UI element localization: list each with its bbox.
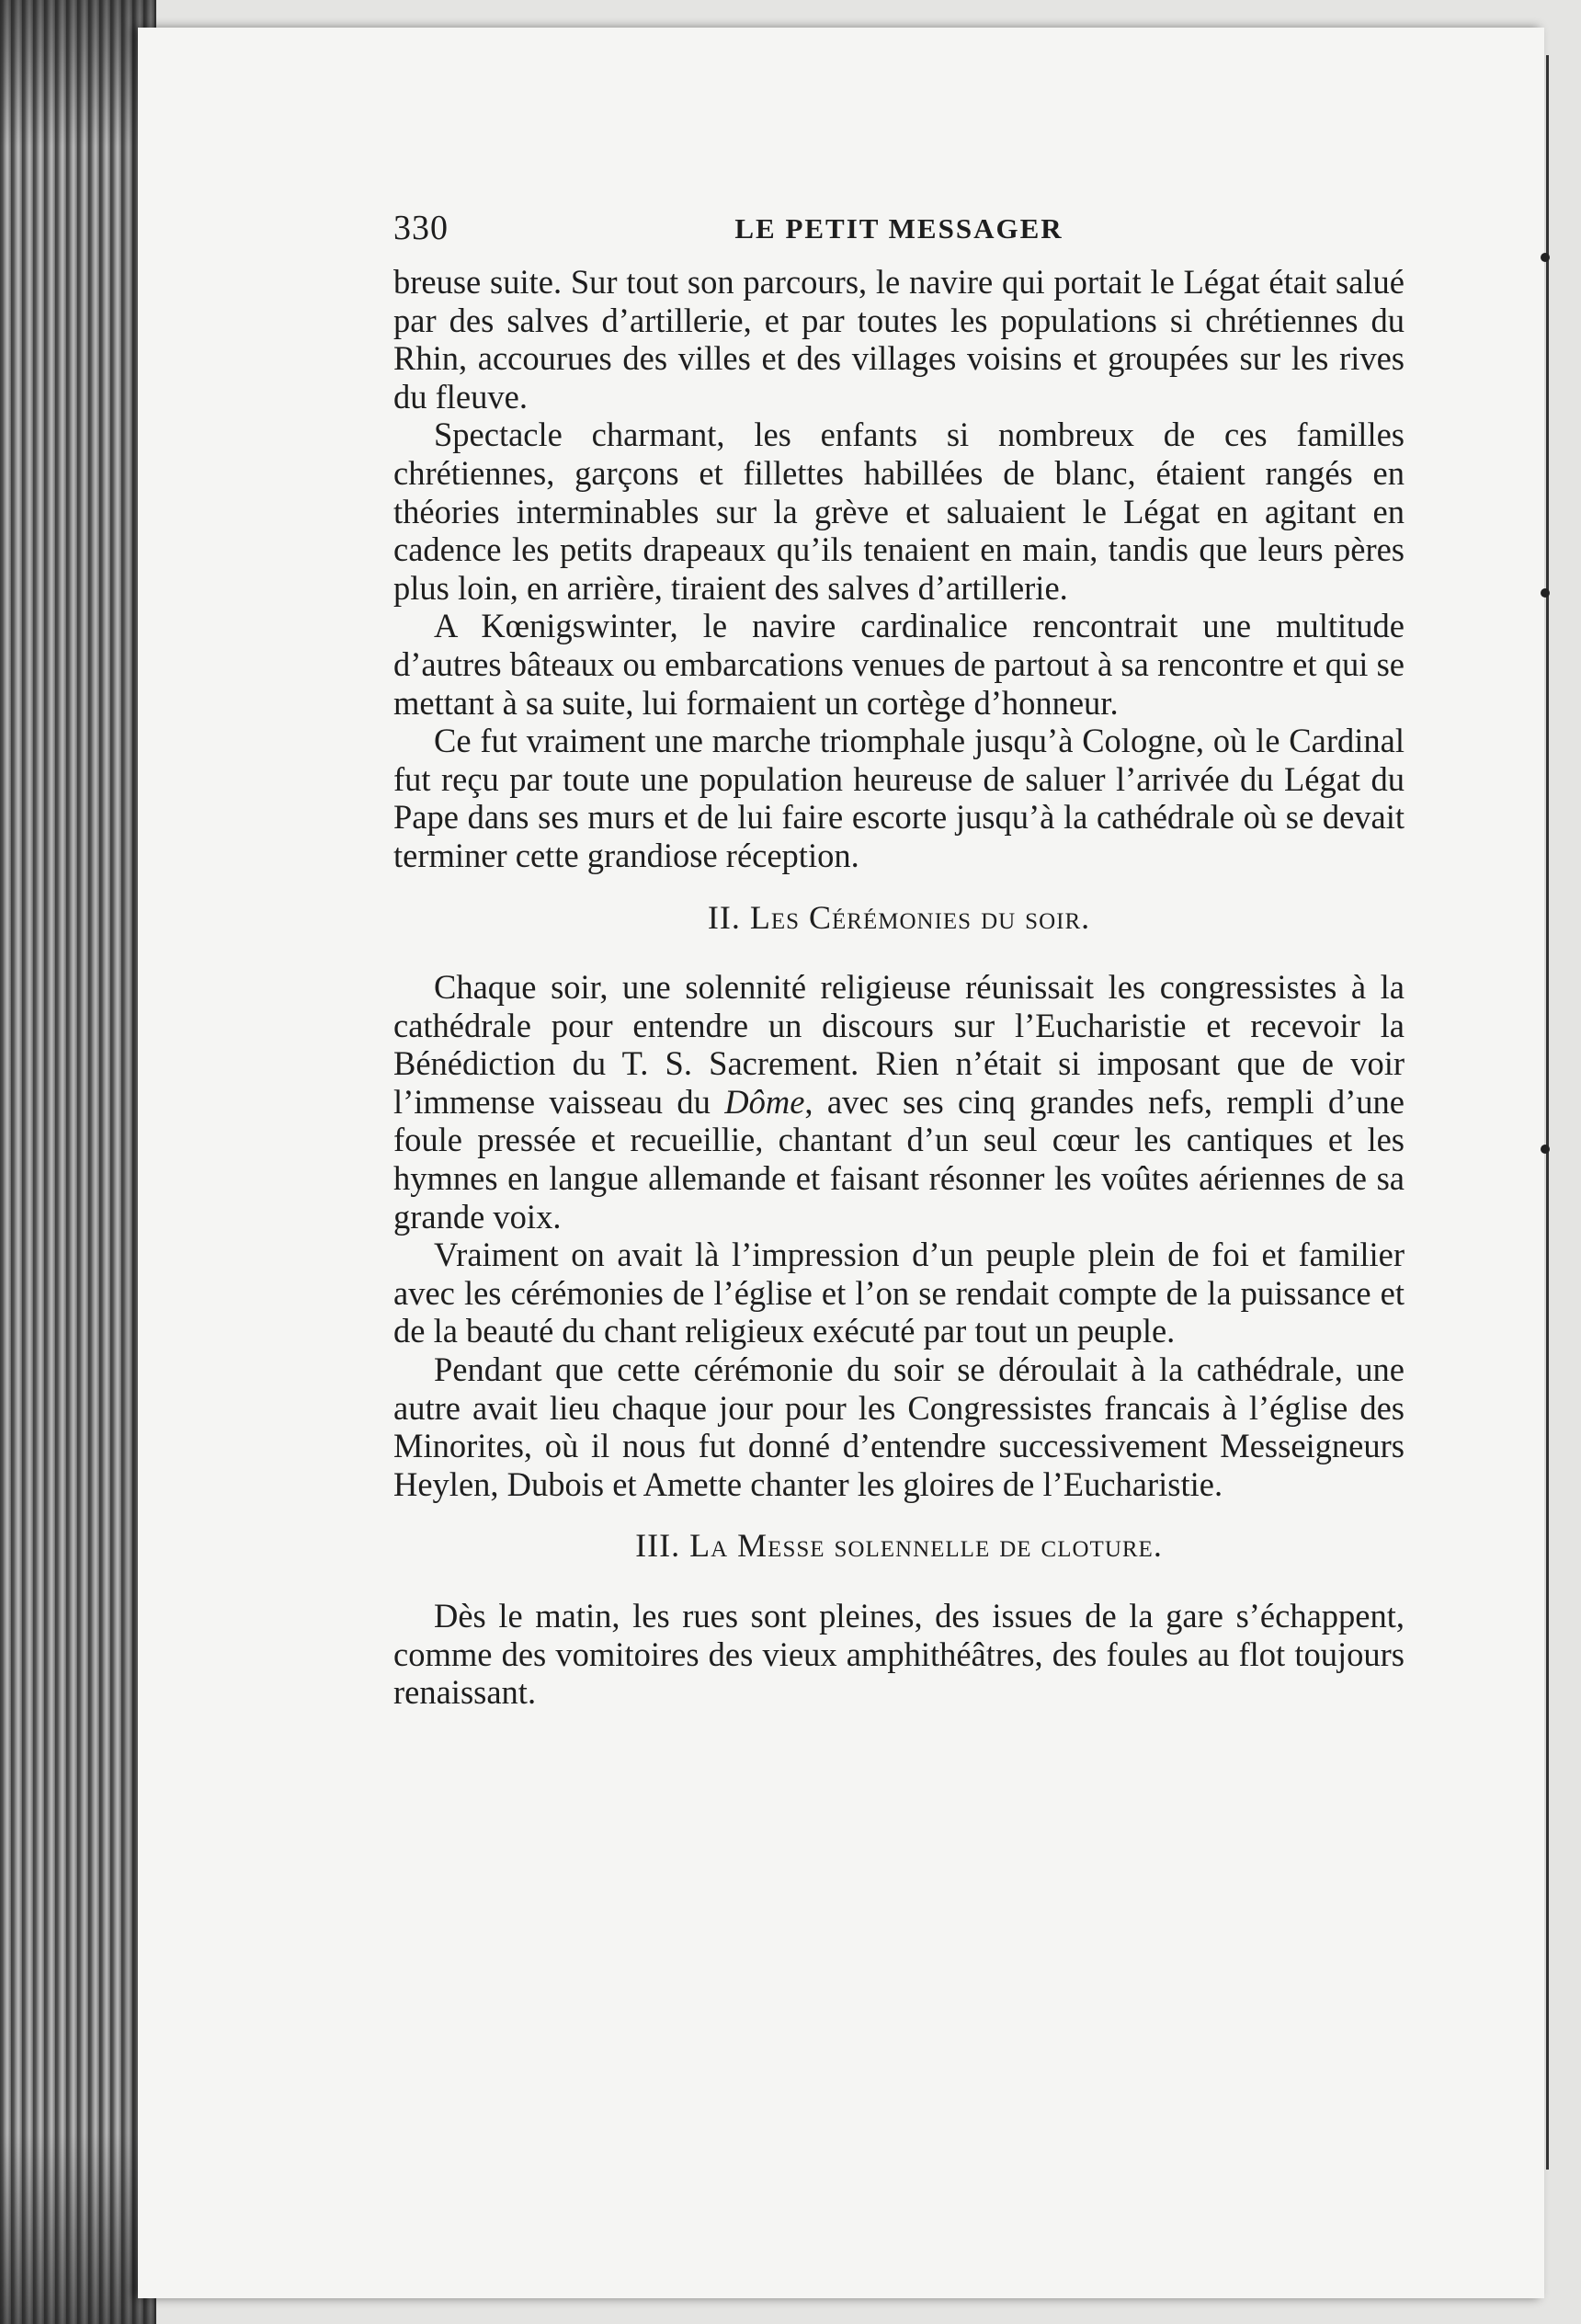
- running-title: LE PETIT MESSAGER: [734, 212, 1063, 245]
- section-heading: II. Les Cérémonies du soir.: [707, 898, 1091, 936]
- margin-mark: [1541, 253, 1550, 262]
- paragraph: Pendant que cette cérémonie du soir se déroulait à la cathédrale, une autre avait lieu chaque jour pour les Congressistes francais à l’église des Minorites, où il nous fut donné d’entendre successivement Messeigneurs Heylen, Dubois et Amette chanter les gloires de l’Eucharistie.: [393, 1350, 1405, 1503]
- running-head: [393, 210, 1405, 256]
- paragraph: [393, 968, 1405, 1236]
- paragraph-text: , avec ses cinq grandes nefs, rempli d’une foule pressée et recueillie, chantant d’un seul cœur les cantiques et les hymnes en langue allemande et faisant résonner les voûtes aériennes de sa grande voix.: [393, 1082, 1405, 1236]
- italic-word: Dôme: [724, 1082, 805, 1121]
- paragraph-text: Chaque soir, une solennité religieuse réunissait les congressistes à la cathédrale pour entendre un discours sur l’Eucharistie et recevoir la Bénédiction du T. S. Sacrement. Rien n’était si imposant que de voir l’immense vaisseau du: [393, 968, 1405, 1121]
- section-heading: III. La Messe solennelle de cloture.: [635, 1527, 1163, 1565]
- paragraph: A Kœnigswinter, le navire cardinalice rencontrait une multitude d’autres bâteaux ou embarcations venues de partout à sa rencontre et qui se mettant à sa suite, lui formaient un cortège d’honneur.: [393, 607, 1405, 722]
- margin-mark: [1541, 588, 1550, 598]
- edge-shadow: [0, 0, 156, 2324]
- paragraph: Spectacle charmant, les enfants si nombreux de ces familles chrétiennes, garçons et fillettes habillées de blanc, étaient rangés en théories interminables sur la grève et saluaient le Légat en agitant en cadence les petits drapeaux qu’ils tenaient en main, tandis que leurs pères plus loin, en arrière, tiraient des salves d’artillerie.: [393, 416, 1405, 607]
- paragraph: Vraiment on avait là l’impression d’un peuple plein de foi et familier avec les cérémonies de l’église et l’on se rendait compte de la puissance et de la beauté du chant religieux exécuté par tout un peuple.: [393, 1236, 1405, 1350]
- right-margin-rule: [1546, 55, 1549, 2170]
- page-number: 330: [393, 209, 449, 247]
- paragraph: Ce fut vraiment une marche triomphale jusqu’à Cologne, où le Cardinal fut reçu par toute une population heureuse de saluer l’arrivée du Légat du Pape dans ses murs et de lui faire escorte jusqu’à la cathédrale où se devait terminer cette grandiose réception.: [393, 722, 1405, 874]
- paragraph: breuse suite. Sur tout son parcours, le navire qui portait le Légat était salué par des salves d’artillerie, et par toutes les populations si chrétiennes du Rhin, accourues des villes et des villages voisins et groupées sur les rives du fleuve.: [393, 263, 1405, 416]
- page-text-block: [393, 210, 1405, 1712]
- paragraph: Dès le matin, les rues sont pleines, des issues de la gare s’échappent, comme des vomitoires des vieux amphithéâtres, des foules au flot toujours renaissant.: [393, 1597, 1405, 1712]
- margin-mark: [1541, 1145, 1550, 1154]
